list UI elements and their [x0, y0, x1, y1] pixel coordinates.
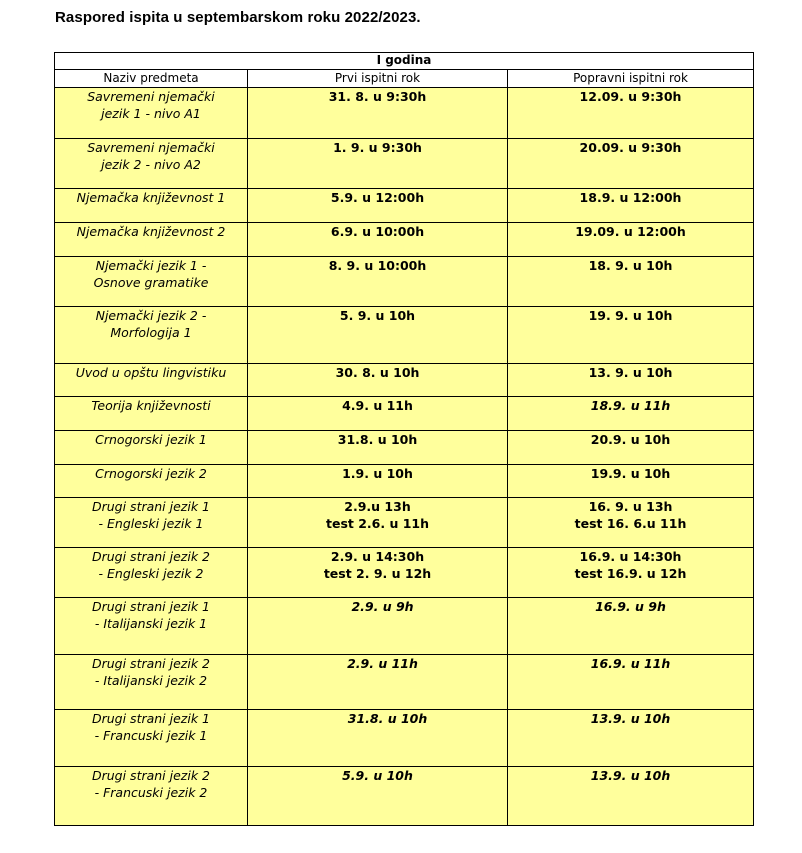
retake-term-cell [508, 257, 754, 307]
table-row [55, 498, 754, 548]
retake-term-cell [508, 189, 754, 223]
first-term-cell [248, 431, 508, 465]
subject-name-line: Njemačka književnost 2 [76, 224, 226, 239]
first-term-time: 8. 9. u 10:00h [328, 258, 427, 273]
subject-name-line: Njemački jezik 2 - [95, 308, 207, 323]
subject-name-line: - Francuski jezik 2 [94, 785, 208, 800]
subject-name-line: Drugi strani jezik 2 [91, 768, 210, 783]
subject-cell [55, 189, 248, 223]
first-term-time: 31. 8. u 9:30h [328, 89, 427, 104]
first-term-cell [248, 598, 508, 655]
retake-term-time: 18.9. u 12:00h [579, 190, 682, 205]
subject-cell [55, 431, 248, 465]
subject-cell [55, 397, 248, 431]
subject-name-line: - Francuski jezik 1 [94, 728, 208, 743]
first-term-time: 31.8. u 10h [347, 711, 428, 726]
retake-term-cell [508, 548, 754, 598]
table-row [55, 431, 754, 465]
subject-name-line: jezik 2 - nivo A2 [101, 157, 201, 172]
first-term-cell [248, 88, 508, 139]
retake-term-time: 20.09. u 9:30h [579, 140, 682, 155]
first-term-time: test 2. 9. u 12h [323, 566, 432, 581]
subject-cell [55, 548, 248, 598]
subject-cell [55, 710, 248, 767]
table-row [55, 364, 754, 397]
subject-cell [55, 139, 248, 189]
header-first-term: Prvi ispitni rok [248, 70, 508, 88]
first-term-cell [248, 189, 508, 223]
exam-rows [55, 88, 754, 826]
first-term-cell [248, 257, 508, 307]
first-term-time: 31.8. u 10h [337, 432, 418, 447]
subject-cell [55, 307, 248, 364]
retake-term-time: 13.9. u 10h [590, 711, 671, 726]
subject-name-line: - Engleski jezik 2 [98, 566, 204, 581]
retake-term-time: 16.9. u 9h [595, 599, 666, 614]
first-term-cell [248, 139, 508, 189]
first-term-cell [248, 498, 508, 548]
first-term-time: 1.9. u 10h [342, 466, 413, 481]
table-row [55, 548, 754, 598]
subject-cell [55, 364, 248, 397]
retake-term-cell [508, 431, 754, 465]
table-row [55, 223, 754, 257]
first-term-cell [248, 710, 508, 767]
retake-term-time: 18.9. u 11h [590, 398, 671, 413]
subject-cell [55, 655, 248, 710]
table-row [55, 710, 754, 767]
subject-cell [55, 223, 248, 257]
subject-cell [55, 257, 248, 307]
subject-name-line: jezik 1 - nivo A1 [101, 106, 201, 121]
table-row [55, 139, 754, 189]
first-term-cell [248, 655, 508, 710]
year-heading: I godina [55, 53, 754, 70]
subject-name-line: Njemački jezik 1 - [95, 258, 207, 273]
table-row [55, 88, 754, 139]
subject-name-line: Uvod u opštu lingvistiku [75, 365, 227, 380]
first-term-cell [248, 465, 508, 498]
first-term-time: 5.9. u 10h [342, 768, 413, 783]
first-term-cell [248, 397, 508, 431]
retake-term-time: 18. 9. u 10h [588, 258, 673, 273]
retake-term-time: 13.9. u 10h [590, 768, 671, 783]
retake-term-cell [508, 364, 754, 397]
first-term-time: 4.9. u 11h [342, 398, 413, 413]
retake-term-time: 19.09. u 12:00h [575, 224, 686, 239]
retake-term-cell [508, 598, 754, 655]
first-term-cell [248, 364, 508, 397]
subject-name-line: Osnove gramatike [93, 275, 209, 290]
table-row [55, 307, 754, 364]
subject-cell [55, 767, 248, 826]
exam-schedule-table [54, 52, 754, 826]
retake-term-cell [508, 88, 754, 139]
subject-name-line: Savremeni njemački [87, 89, 215, 104]
table-row [55, 189, 754, 223]
first-term-time: 2.9.u 13h [344, 499, 411, 514]
subject-name-line: Drugi strani jezik 1 [91, 711, 210, 726]
retake-term-cell [508, 139, 754, 189]
retake-term-time: 13. 9. u 10h [588, 365, 673, 380]
subject-cell [55, 598, 248, 655]
subject-name-line: - Italijanski jezik 2 [94, 673, 208, 688]
table-row [55, 397, 754, 431]
retake-term-cell [508, 397, 754, 431]
retake-term-time: 16. 9. u 13h [588, 499, 673, 514]
subject-name-line: Drugi strani jezik 2 [91, 656, 210, 671]
first-term-cell [248, 223, 508, 257]
year-heading-row [55, 53, 754, 70]
subject-name-line: Crnogorski jezik 2 [95, 466, 207, 481]
first-term-cell [248, 548, 508, 598]
first-term-time: 2.9. u 14:30h [330, 549, 425, 564]
retake-term-time: 20.9. u 10h [590, 432, 671, 447]
table-row [55, 655, 754, 710]
table-row [55, 257, 754, 307]
subject-name-line: Njemačka književnost 1 [76, 190, 226, 205]
retake-term-time: 12.09. u 9:30h [579, 89, 682, 104]
first-term-time: test 2.6. u 11h [325, 516, 429, 531]
subject-name-line: - Engleski jezik 1 [98, 516, 204, 531]
first-term-time: 1. 9. u 9:30h [333, 140, 422, 155]
retake-term-cell [508, 767, 754, 826]
retake-term-time: 19. 9. u 10h [588, 308, 673, 323]
subject-name-line: Drugi strani jezik 2 [91, 549, 210, 564]
first-term-time: 5.9. u 12:00h [330, 190, 425, 205]
subject-name-line: Crnogorski jezik 1 [95, 432, 207, 447]
retake-term-cell [508, 655, 754, 710]
first-term-time: 30. 8. u 10h [335, 365, 420, 380]
retake-term-time: 16.9. u 14:30h [579, 549, 682, 564]
first-term-time: 6.9. u 10:00h [330, 224, 425, 239]
table-row [55, 465, 754, 498]
retake-term-cell [508, 710, 754, 767]
table-row [55, 598, 754, 655]
retake-term-cell [508, 223, 754, 257]
first-term-cell [248, 767, 508, 826]
first-term-time: 5. 9. u 10h [339, 308, 416, 323]
subject-cell [55, 88, 248, 139]
subject-name-line: Savremeni njemački [87, 140, 215, 155]
retake-term-cell [508, 307, 754, 364]
table-row [55, 767, 754, 826]
subject-name-line: Drugi strani jezik 1 [91, 499, 210, 514]
subject-name-line: Drugi strani jezik 1 [91, 599, 210, 614]
retake-term-time: 19.9. u 10h [590, 466, 671, 481]
retake-term-cell [508, 465, 754, 498]
retake-term-time: 16.9. u 11h [590, 656, 671, 671]
retake-term-cell [508, 498, 754, 548]
first-term-time: 2.9. u 9h [351, 599, 414, 614]
retake-term-time: test 16. 6.u 11h [574, 516, 687, 531]
subject-name-line: - Italijanski jezik 1 [94, 616, 208, 631]
first-term-time: 2.9. u 11h [347, 656, 418, 671]
subject-name-line: Teorija književnosti [91, 398, 211, 413]
first-term-cell [248, 307, 508, 364]
header-retake-term: Popravni ispitni rok [508, 70, 754, 88]
retake-term-time: test 16.9. u 12h [574, 566, 687, 581]
subject-cell [55, 498, 248, 548]
subject-name-line: Morfologija 1 [110, 325, 192, 340]
document-title: Raspored ispita u septembarskom roku 2022/2023. [55, 9, 421, 26]
column-header-row [55, 70, 754, 88]
header-subject: Naziv predmeta [55, 70, 248, 88]
subject-cell [55, 465, 248, 498]
